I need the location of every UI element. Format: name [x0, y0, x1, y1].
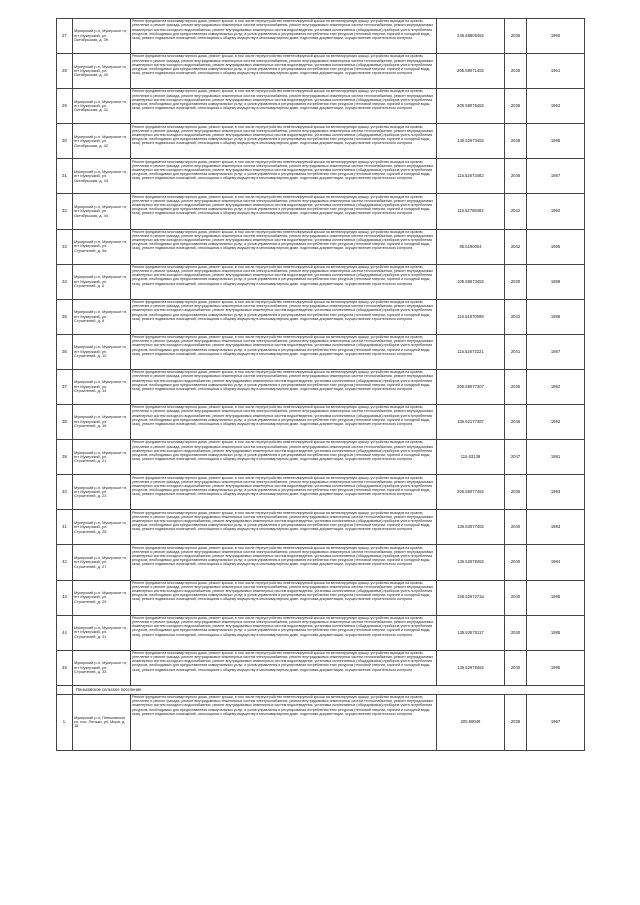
planned-year: 2035	[505, 54, 527, 89]
house-cost-value: 135.52177387	[437, 405, 505, 440]
house-address: Мукерский р-н, Мукерское гп, пгт Мукерский, ул. Октябрьская, д. 44	[73, 194, 131, 229]
repair-program-table	[56, 18, 585, 751]
work-description: Ремонт фундамента многоквартирного дома, ремонт крыши, в том числе переустройство невентилируемой крыши на вентилируемую крышу, устройство выходов на кровлю, утепление и ремонт фасада, ремонт внутридомовых инженерных систем электроснабжения, ремонт внутридомовых инженерных систем теплоснабжения, ремонт внутридомовых инженерных систем холодного водоснабжения, ремонт внутридомовых инженерных систем водоотведения, установка коллективных (общедомовых) приборов учета потребления ресурсов, необходимых для предоставления коммунальных услуг, и узлов управления и регулирования потребления этих ресурсов (тепловой энергии, горячей и холодной воды, газа), ремонт подвальных помещений, относящихся к общему имуществу в многоквартирном доме, подготовка документации, осуществление строительного контроля	[131, 650, 437, 685]
row-number: 27	[57, 19, 73, 54]
house-address: Мукерский р-н, Мукерское гп, пгт Мукерский, ул. Октябрьская, д. 40	[73, 54, 131, 89]
work-description: Ремонт фундамента многоквартирного дома, ремонт крыши, в том числе переустройство невентилируемой крыши на вентилируемую крышу, устройство выходов на кровлю, утепление и ремонт фасада, ремонт внутридомовых инженерных систем электроснабжения, ремонт внутридомовых инженерных систем теплоснабжения, ремонт внутридомовых инженерных систем холодного водоснабжения, ремонт внутридомовых инженерных систем водоотведения, установка коллективных (общедомовых) приборов учета потребления ресурсов, необходимых для предоставления коммунальных услуг, и узлов управления и регулирования потребления этих ресурсов (тепловой энергии, горячей и холодной воды, газа), ремонт подвальных помещений, относящихся к общему имуществу в многоквартирном доме, подготовка документации, осуществление строительного контроля	[131, 159, 437, 194]
work-description: Ремонт фундамента многоквартирного дома, ремонт крыши, в том числе переустройство невентилируемой крыши на вентилируемую крышу, устройство выходов на кровлю, утепление и ремонт фасада, ремонт внутридомовых инженерных систем электроснабжения, ремонт внутридомовых инженерных систем теплоснабжения, ремонт внутридомовых инженерных систем холодного водоснабжения, ремонт внутридомовых инженерных систем водоотведения, установка коллективных (общедомовых) приборов учета потребления ресурсов, необходимых для предоставления коммунальных услуг, и узлов управления и регулирования потребления этих ресурсов (тепловой энергии, горячей и холодной воды, газа), ремонт подвальных помещений, относящихся к общему имуществу в многоквартирном доме, подготовка документации, осуществление строительного контроля	[131, 694, 437, 750]
house-address: Мукерский р-н, Пеньковское сп, пос. Пеньки, ул. Мира, д. 16	[73, 694, 131, 750]
house-address: Мукерский р-н, Мукерское гп, пгт Мукерский, ул. Строителей, д. 31	[73, 615, 131, 650]
house-address: Мукерский р-н, Мукерское гп, пгт Мукерский, ул. Строителей, д. 23	[73, 475, 131, 510]
table-row	[57, 19, 585, 54]
planned-year: 2040	[505, 545, 527, 580]
table-row	[57, 545, 585, 580]
year-built: 1962	[527, 89, 585, 124]
house-cost-value: 246.68805482	[437, 19, 505, 54]
year-built: 1985	[527, 580, 585, 615]
table-row	[57, 54, 585, 89]
table-row	[57, 694, 585, 750]
row-number: 37	[57, 369, 73, 404]
house-cost-value: 205.58077307	[437, 369, 505, 404]
row-number: 41	[57, 510, 73, 545]
year-built: 1983	[527, 475, 585, 510]
year-built: 1960	[527, 19, 585, 54]
table-row	[57, 264, 585, 299]
document-page	[56, 18, 584, 751]
house-address: Мукерский р-н, Мукерское гп, пгт Мукерский, ул. Строителей, д. 29	[73, 580, 131, 615]
row-number: 40	[57, 475, 73, 510]
year-built: 1985	[527, 615, 585, 650]
house-cost-value: 115.52673482	[437, 159, 505, 194]
row-number: 28	[57, 54, 73, 89]
table-row	[57, 405, 585, 440]
house-address: Мукерский р-н, Мукерское гп, пгт Мукерский, ул. Октябрьская, д. 43	[73, 159, 131, 194]
work-description: Ремонт фундамента многоквартирного дома, ремонт крыши, в том числе переустройство невентилируемой крыши на вентилируемую крышу, устройство выходов на кровлю, утепление и ремонт фасада, ремонт внутридомовых инженерных систем электроснабжения, ремонт внутридомовых инженерных систем теплоснабжения, ремонт внутридомовых инженерных систем холодного водоснабжения, ремонт внутридомовых инженерных систем водоотведения, установка коллективных (общедомовых) приборов учета потребления ресурсов, необходимых для предоставления коммунальных услуг, и узлов управления и регулирования потребления этих ресурсов (тепловой энергии, горячей и холодной воды, газа), ремонт подвальных помещений, относящихся к общему имуществу в многоквартирном доме, подготовка документации, осуществление строительного контроля	[131, 19, 437, 54]
section-header-row	[57, 685, 585, 694]
house-address: Мукерский р-н, Мукерское гп, пгт Мукерский, ул. Строителей, д. 8	[73, 299, 131, 334]
section-blank-cell	[57, 685, 73, 694]
table-row	[57, 159, 585, 194]
planned-year: 2042	[505, 194, 527, 229]
row-number: 30	[57, 124, 73, 159]
table-row	[57, 580, 585, 615]
house-cost-value: 135.52673482	[437, 124, 505, 159]
house-cost-value: 135.53077482	[437, 510, 505, 545]
planned-year: 2041	[505, 334, 527, 369]
year-built: 1987	[527, 334, 585, 369]
row-number: 43	[57, 580, 73, 615]
house-address: Мукерский р-н, Мукерское гп, пгт Мукерский, ул. Строителей, д. 10	[73, 334, 131, 369]
row-number: 39	[57, 440, 73, 475]
year-built: 1985	[527, 124, 585, 159]
work-description: Ремонт фундамента многоквартирного дома, ремонт крыши, в том числе переустройство невентилируемой крыши на вентилируемую крышу, устройство выходов на кровлю, утепление и ремонт фасада, ремонт внутридомовых инженерных систем электроснабжения, ремонт внутридомовых инженерных систем теплоснабжения, ремонт внутридомовых инженерных систем холодного водоснабжения, ремонт внутридомовых инженерных систем водоотведения, установка коллективных (общедомовых) приборов учета потребления ресурсов, необходимых для предоставления коммунальных услуг, и узлов управления и регулирования потребления этих ресурсов (тепловой энергии, горячей и холодной воды, газа), ремонт подвальных помещений, относящихся к общему имуществу в многоквартирном доме, подготовка документации, осуществление строительного контроля	[131, 334, 437, 369]
table-row	[57, 510, 585, 545]
house-address: Мукерский р-н, Мукерское гп, пгт Мукерский, ул. Строителей, д. 25	[73, 510, 131, 545]
planned-year: 2040	[505, 615, 527, 650]
planned-year: 2042	[505, 299, 527, 334]
year-built: 1961	[527, 54, 585, 89]
house-cost-value: 115.52673221	[437, 334, 505, 369]
work-description: Ремонт фундамента многоквартирного дома, ремонт крыши, в том числе переустройство невентилируемой крыши на вентилируемую крышу, устройство выходов на кровлю, утепление и ремонт фасада, ремонт внутридомовых инженерных систем электроснабжения, ремонт внутридомовых инженерных систем теплоснабжения, ремонт внутридомовых инженерных систем холодного водоснабжения, ремонт внутридомовых инженерных систем водоотведения, установка коллективных (общедомовых) приборов учета потребления ресурсов, необходимых для предоставления коммунальных услуг, и узлов управления и регулирования потребления этих ресурсов (тепловой энергии, горячей и холодной воды, газа), ремонт подвальных помещений, относящихся к общему имуществу в многоквартирном доме, подготовка документации, осуществление строительного контроля	[131, 299, 437, 334]
house-address: Мукерский р-н, Мукерское гп, пгт Мукерский, ул. Октябрьская, д. 41	[73, 89, 131, 124]
table-row	[57, 299, 585, 334]
row-number: 34	[57, 264, 73, 299]
house-cost-value: 205.58071482	[437, 54, 505, 89]
work-description: Ремонт фундамента многоквартирного дома, ремонт крыши, в том числе переустройство невентилируемой крыши на вентилируемую крышу, устройство выходов на кровлю, утепление и ремонт фасада, ремонт внутридомовых инженерных систем электроснабжения, ремонт внутридомовых инженерных систем теплоснабжения, ремонт внутридомовых инженерных систем холодного водоснабжения, ремонт внутридомовых инженерных систем водоотведения, установка коллективных (общедомовых) приборов учета потребления ресурсов, необходимых для предоставления коммунальных услуг, и узлов управления и регулирования потребления этих ресурсов (тепловой энергии, горячей и холодной воды, газа), ремонт подвальных помещений, относящихся к общему имуществу в многоквартирном доме, подготовка документации, осуществление строительного контроля	[131, 405, 437, 440]
table-row	[57, 124, 585, 159]
work-description: Ремонт фундамента многоквартирного дома, ремонт крыши, в том числе переустройство невентилируемой крыши на вентилируемую крышу, устройство выходов на кровлю, утепление и ремонт фасада, ремонт внутридомовых инженерных систем электроснабжения, ремонт внутридомовых инженерных систем теплоснабжения, ремонт внутридомовых инженерных систем холодного водоснабжения, ремонт внутридомовых инженерных систем водоотведения, установка коллективных (общедомовых) приборов учета потребления ресурсов, необходимых для предоставления коммунальных услуг, и узлов управления и регулирования потребления этих ресурсов (тепловой энергии, горячей и холодной воды, газа), ремонт подвальных помещений, относящихся к общему имуществу в многоквартирном доме, подготовка документации, осуществление строительного контроля	[131, 545, 437, 580]
house-address: Мукерский р-н, Мукерское гп, пгт Мукерский, ул. Строителей, д. 27	[73, 545, 131, 580]
house-address: Мукерский р-н, Мукерское гп, пгт Мукерский, ул. Октябрьская, д. 39	[73, 19, 131, 54]
year-built: 1989	[527, 264, 585, 299]
work-description: Ремонт фундамента многоквартирного дома, ремонт крыши, в том числе переустройство невентилируемой крыши на вентилируемую крышу, устройство выходов на кровлю, утепление и ремонт фасада, ремонт внутридомовых инженерных систем электроснабжения, ремонт внутридомовых инженерных систем теплоснабжения, ремонт внутридомовых инженерных систем холодного водоснабжения, ремонт внутридомовых инженерных систем водоотведения, установка коллективных (общедомовых) приборов учета потребления ресурсов, необходимых для предоставления коммунальных услуг, и узлов управления и регулирования потребления этих ресурсов (тепловой энергии, горячей и холодной воды, газа), ремонт подвальных помещений, относящихся к общему имуществу в многоквартирном доме, подготовка документации, осуществление строительного контроля	[131, 475, 437, 510]
planned-year: 2040	[505, 650, 527, 685]
house-address: Мукерский р-н, Мукерское гп, пгт Мукерский, ул. Строителей, д. 21	[73, 440, 131, 475]
house-address: Мукерский р-н, Мукерское гп, пгт Мукерский, ул. Строителей, д. 14	[73, 369, 131, 404]
year-built: 1967	[527, 694, 585, 750]
planned-year: 2035	[505, 475, 527, 510]
planned-year: 2035	[505, 19, 527, 54]
section-title: Пеньковское сельское поселение	[73, 685, 585, 694]
house-cost-value: 205.58049	[437, 694, 505, 750]
row-number: 29	[57, 89, 73, 124]
planned-year: 2040	[505, 510, 527, 545]
house-cost-value: 115.53139	[437, 440, 505, 475]
year-built: 1987	[527, 159, 585, 194]
planned-year: 2035	[505, 369, 527, 404]
year-built: 1982	[527, 405, 585, 440]
house-cost-value: 105.58673482	[437, 264, 505, 299]
house-cost-value: 135.52678482	[437, 545, 505, 580]
row-number: 33	[57, 229, 73, 264]
house-address: Мукерский р-н, Мукерское гп, пгт Мукерский, ул. Строителей, д. 33	[73, 650, 131, 685]
planned-year: 2040	[505, 580, 527, 615]
table-row	[57, 369, 585, 404]
year-built: 1986	[527, 299, 585, 334]
house-cost-value: 135.52678482	[437, 650, 505, 685]
planned-year: 2039	[505, 694, 527, 750]
table-row	[57, 229, 585, 264]
work-description: Ремонт фундамента многоквартирного дома, ремонт крыши, в том числе переустройство невентилируемой крыши на вентилируемую крышу, устройство выходов на кровлю, утепление и ремонт фасада, ремонт внутридомовых инженерных систем электроснабжения, ремонт внутридомовых инженерных систем теплоснабжения, ремонт внутридомовых инженерных систем холодного водоснабжения, ремонт внутридомовых инженерных систем водоотведения, установка коллективных (общедомовых) приборов учета потребления ресурсов, необходимых для предоставления коммунальных услуг, и узлов управления и регулирования потребления этих ресурсов (тепловой энергии, горячей и холодной воды, газа), ремонт подвальных помещений, относящихся к общему имуществу в многоквартирном доме, подготовка документации, осуществление строительного контроля	[131, 264, 437, 299]
year-built: 1992	[527, 194, 585, 229]
table-row	[57, 334, 585, 369]
work-description: Ремонт фундамента многоквартирного дома, ремонт крыши, в том числе переустройство невентилируемой крыши на вентилируемую крышу, устройство выходов на кровлю, утепление и ремонт фасада, ремонт внутридомовых инженерных систем электроснабжения, ремонт внутридомовых инженерных систем теплоснабжения, ремонт внутридомовых инженерных систем холодного водоснабжения, ремонт внутридомовых инженерных систем водоотведения, установка коллективных (общедомовых) приборов учета потребления ресурсов, необходимых для предоставления коммунальных услуг, и узлов управления и регулирования потребления этих ресурсов (тепловой энергии, горячей и холодной воды, газа), ремонт подвальных помещений, относящихся к общему имуществу в многоквартирном доме, подготовка документации, осуществление строительного контроля	[131, 194, 437, 229]
planned-year: 2042	[505, 229, 527, 264]
row-number: 32	[57, 194, 73, 229]
year-built: 1984	[527, 545, 585, 580]
work-description: Ремонт фундамента многоквартирного дома, ремонт крыши, в том числе переустройство невентилируемой крыши на вентилируемую крышу, устройство выходов на кровлю, утепление и ремонт фасада, ремонт внутридомовых инженерных систем электроснабжения, ремонт внутридомовых инженерных систем теплоснабжения, ремонт внутридомовых инженерных систем холодного водоснабжения, ремонт внутридомовых инженерных систем водоотведения, установка коллективных (общедомовых) приборов учета потребления ресурсов, необходимых для предоставления коммунальных услуг, и узлов управления и регулирования потребления этих ресурсов (тепловой энергии, горячей и холодной воды, газа), ремонт подвальных помещений, относящихся к общему имуществу в многоквартирном доме, подготовка документации, осуществление строительного контроля	[131, 369, 437, 404]
table-row	[57, 440, 585, 475]
row-number: 36	[57, 334, 73, 369]
work-description: Ремонт фундамента многоквартирного дома, ремонт крыши, в том числе переустройство невентилируемой крыши на вентилируемую крышу, устройство выходов на кровлю, утепление и ремонт фасада, ремонт внутридомовых инженерных систем электроснабжения, ремонт внутридомовых инженерных систем теплоснабжения, ремонт внутридомовых инженерных систем холодного водоснабжения, ремонт внутридомовых инженерных систем водоотведения, установка коллективных (общедомовых) приборов учета потребления ресурсов, необходимых для предоставления коммунальных услуг, и узлов управления и регулирования потребления этих ресурсов (тепловой энергии, горячей и холодной воды, газа), ремонт подвальных помещений, относящихся к общему имуществу в многоквартирном доме, подготовка документации, осуществление строительного контроля	[131, 89, 437, 124]
year-built: 1981	[527, 440, 585, 475]
house-cost-value: 205.58075482	[437, 89, 505, 124]
table-row	[57, 89, 585, 124]
house-cost-value: 156.5267273а	[437, 580, 505, 615]
row-number: 35	[57, 299, 73, 334]
planned-year: 2036	[505, 89, 527, 124]
year-built: 1995	[527, 229, 585, 264]
year-built: 1982	[527, 369, 585, 404]
work-description: Ремонт фундамента многоквартирного дома, ремонт крыши, в том числе переустройство невентилируемой крыши на вентилируемую крышу, устройство выходов на кровлю, утепление и ремонт фасада, ремонт внутридомовых инженерных систем электроснабжения, ремонт внутридомовых инженерных систем теплоснабжения, ремонт внутридомовых инженерных систем холодного водоснабжения, ремонт внутридомовых инженерных систем водоотведения, установка коллективных (общедомовых) приборов учета потребления ресурсов, необходимых для предоставления коммунальных услуг, и узлов управления и регулирования потребления этих ресурсов (тепловой энергии, горячей и холодной воды, газа), ремонт подвальных помещений, относящихся к общему имуществу в многоквартирном доме, подготовка документации, осуществление строительного контроля	[131, 615, 437, 650]
planned-year: 2047	[505, 440, 527, 475]
work-description: Ремонт фундамента многоквартирного дома, ремонт крыши, в том числе переустройство невентилируемой крыши на вентилируемую крышу, устройство выходов на кровлю, утепление и ремонт фасада, ремонт внутридомовых инженерных систем электроснабжения, ремонт внутридомовых инженерных систем теплоснабжения, ремонт внутридомовых инженерных систем холодного водоснабжения, ремонт внутридомовых инженерных систем водоотведения, установка коллективных (общедомовых) приборов учета потребления ресурсов, необходимых для предоставления коммунальных услуг, и узлов управления и регулирования потребления этих ресурсов (тепловой энергии, горячей и холодной воды, газа), ремонт подвальных помещений, относящихся к общему имуществу в многоквартирном доме, подготовка документации, осуществление строительного контроля	[131, 54, 437, 89]
house-cost-value: 115.51870099	[437, 299, 505, 334]
table-row	[57, 615, 585, 650]
table-row	[57, 475, 585, 510]
planned-year: 2048	[505, 124, 527, 159]
house-address: Мукерский р-н, Мукерское гп, пгт Мукерский, ул. Строителей, д. 5а	[73, 229, 131, 264]
row-number: 31	[57, 159, 73, 194]
planned-year: 2046	[505, 405, 527, 440]
row-number: 45	[57, 650, 73, 685]
row-number: 42	[57, 545, 73, 580]
year-built: 1985	[527, 650, 585, 685]
work-description: Ремонт фундамента многоквартирного дома, ремонт крыши, в том числе переустройство невентилируемой крыши на вентилируемую крышу, устройство выходов на кровлю, утепление и ремонт фасада, ремонт внутридомовых инженерных систем электроснабжения, ремонт внутридомовых инженерных систем теплоснабжения, ремонт внутридомовых инженерных систем холодного водоснабжения, ремонт внутридомовых инженерных систем водоотведения, установка коллективных (общедомовых) приборов учета потребления ресурсов, необходимых для предоставления коммунальных услуг, и узлов управления и регулирования потребления этих ресурсов (тепловой энергии, горячей и холодной воды, газа), ремонт подвальных помещений, относящихся к общему имуществу в многоквартирном доме, подготовка документации, осуществление строительного контроля	[131, 580, 437, 615]
house-cost-value: 95.5190004	[437, 229, 505, 264]
house-address: Мукерский р-н, Мукерское гп, пгт Мукерский, ул. Октябрьская, д. 42	[73, 124, 131, 159]
house-cost-value: 115.52788482	[437, 194, 505, 229]
house-address: Мукерский р-н, Мукерское гп, пгт Мукерский, ул. Строителей, д. 6	[73, 264, 131, 299]
work-description: Ремонт фундамента многоквартирного дома, ремонт крыши, в том числе переустройство невентилируемой крыши на вентилируемую крышу, устройство выходов на кровлю, утепление и ремонт фасада, ремонт внутридомовых инженерных систем электроснабжения, ремонт внутридомовых инженерных систем теплоснабжения, ремонт внутридомовых инженерных систем холодного водоснабжения, ремонт внутридомовых инженерных систем водоотведения, установка коллективных (общедомовых) приборов учета потребления ресурсов, необходимых для предоставления коммунальных услуг, и узлов управления и регулирования потребления этих ресурсов (тепловой энергии, горячей и холодной воды, газа), ремонт подвальных помещений, относящихся к общему имуществу в многоквартирном доме, подготовка документации, осуществление строительного контроля	[131, 510, 437, 545]
table-row	[57, 650, 585, 685]
work-description: Ремонт фундамента многоквартирного дома, ремонт крыши, в том числе переустройство невентилируемой крыши на вентилируемую крышу, устройство выходов на кровлю, утепление и ремонт фасада, ремонт внутридомовых инженерных систем электроснабжения, ремонт внутридомовых инженерных систем теплоснабжения, ремонт внутридомовых инженерных систем холодного водоснабжения, ремонт внутридомовых инженерных систем водоотведения, установка коллективных (общедомовых) приборов учета потребления ресурсов, необходимых для предоставления коммунальных услуг, и узлов управления и регулирования потребления этих ресурсов (тепловой энергии, горячей и холодной воды, газа), ремонт подвальных помещений, относящихся к общему имуществу в многоквартирном доме, подготовка документации, осуществление строительного контроля	[131, 440, 437, 475]
house-address: Мукерский р-н, Мукерское гп, пгт Мукерский, ул. Строителей, д. 16	[73, 405, 131, 440]
planned-year: 2048	[505, 159, 527, 194]
year-built: 1983	[527, 510, 585, 545]
house-cost-value: 205.58077482	[437, 475, 505, 510]
row-number: 44	[57, 615, 73, 650]
planned-year: 2030	[505, 264, 527, 299]
row-number: 38	[57, 405, 73, 440]
work-description: Ремонт фундамента многоквартирного дома, ремонт крыши, в том числе переустройство невентилируемой крыши на вентилируемую крышу, устройство выходов на кровлю, утепление и ремонт фасада, ремонт внутридомовых инженерных систем электроснабжения, ремонт внутридомовых инженерных систем теплоснабжения, ремонт внутридомовых инженерных систем холодного водоснабжения, ремонт внутридомовых инженерных систем водоотведения, установка коллективных (общедомовых) приборов учета потребления ресурсов, необходимых для предоставления коммунальных услуг, и узлов управления и регулирования потребления этих ресурсов (тепловой энергии, горячей и холодной воды, газа), ремонт подвальных помещений, относящихся к общему имуществу в многоквартирном доме, подготовка документации, осуществление строительного контроля	[131, 124, 437, 159]
row-number: 1.	[57, 694, 73, 750]
table-row	[57, 194, 585, 229]
house-cost-value: 135.52675117	[437, 615, 505, 650]
work-description: Ремонт фундамента многоквартирного дома, ремонт крыши, в том числе переустройство невентилируемой крыши на вентилируемую крышу, устройство выходов на кровлю, утепление и ремонт фасада, ремонт внутридомовых инженерных систем электроснабжения, ремонт внутридомовых инженерных систем теплоснабжения, ремонт внутридомовых инженерных систем холодного водоснабжения, ремонт внутридомовых инженерных систем водоотведения, установка коллективных (общедомовых) приборов учета потребления ресурсов, необходимых для предоставления коммунальных услуг, и узлов управления и регулирования потребления этих ресурсов (тепловой энергии, горячей и холодной воды, газа), ремонт подвальных помещений, относящихся к общему имуществу в многоквартирном доме, подготовка документации, осуществление строительного контроля	[131, 229, 437, 264]
